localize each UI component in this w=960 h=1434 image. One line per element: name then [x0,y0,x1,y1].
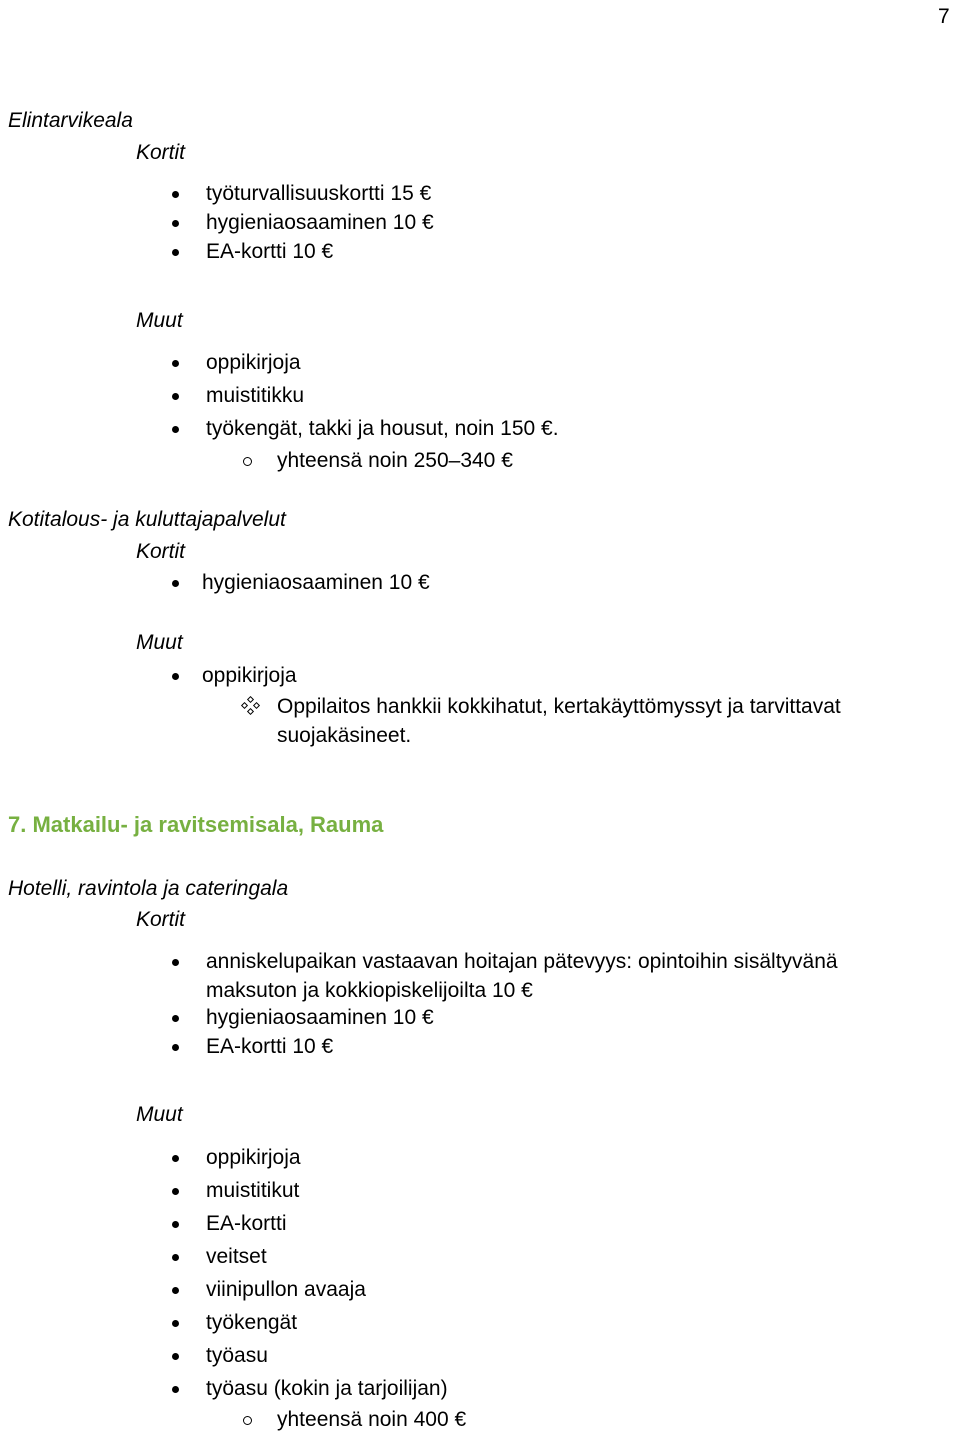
other-heading: Muut [136,631,183,654]
bullet-icon [172,1155,179,1162]
cards-heading: Kortit [136,908,186,931]
list-item: työkengät, takki ja housut, noin 150 €. [206,417,559,440]
section-title-elintarvikeala: Elintarvikeala [8,109,133,132]
bullet-icon [172,426,179,433]
bullet-icon [172,191,179,198]
bullet-icon [172,1287,179,1294]
list-item: EA-kortti 10 € [206,1035,334,1058]
cards-heading: Kortit [136,141,186,164]
list-item: veitset [206,1245,267,1268]
list-item: hygieniaosaaminen 10 € [206,1006,434,1029]
bullet-icon [172,1221,179,1228]
list-item: työasu (kokin ja tarjoilijan) [206,1377,448,1400]
bullet-icon [172,393,179,400]
list-item: EA-kortti [206,1212,287,1235]
bullet-icon [172,1044,179,1051]
total-line: yhteensä noin 400 € [277,1408,467,1431]
list-item: oppikirjoja [206,1146,301,1169]
list-item: työasu [206,1344,268,1367]
list-item: työturvallisuuskortti 15 € [206,182,432,205]
bullet-icon [172,249,179,256]
bullet-icon [172,1353,179,1360]
list-item: EA-kortti 10 € [206,240,334,263]
list-item: hygieniaosaaminen 10 € [206,211,434,234]
bullet-icon [172,1386,179,1393]
bullet-icon [172,673,179,680]
chapter-heading: 7. Matkailu- ja ravitsemisala, Rauma [8,812,384,837]
list-item: muistitikku [206,384,305,407]
list-item: hygieniaosaaminen 10 € [202,571,430,594]
list-item: muistitikut [206,1179,300,1202]
section-title-kotitalous: Kotitalous- ja kuluttajapalvelut [8,508,286,531]
bullet-icon [172,360,179,367]
cards-heading: Kortit [136,540,186,563]
list-item: työkengät [206,1311,298,1334]
section-title-hotelli: Hotelli, ravintola ja cateringala [8,877,289,900]
bullet-icon [172,1188,179,1195]
page-number: 7 [938,5,950,28]
sub-bullet-icon [243,1416,252,1425]
bullet-icon [172,220,179,227]
note-line: Oppilaitos hankkii kokkihatut, kertakäyttömyssyt ja tarvittavat [277,695,841,718]
sub-bullet-icon [243,457,252,466]
bullet-icon [172,959,179,966]
diamond-bullet-icon [242,697,260,715]
total-line: yhteensä noin 250–340 € [277,449,513,472]
bullet-icon [172,580,179,587]
list-item: anniskelupaikan vastaavan hoitajan pätevyys: opintoihin sisältyvänä [206,950,838,973]
bullet-icon [172,1254,179,1261]
other-heading: Muut [136,1103,183,1126]
list-item-continuation: maksuton ja kokkiopiskelijoilta 10 € [206,979,533,1002]
bullet-icon [172,1015,179,1022]
bullet-icon [172,1320,179,1327]
list-item: oppikirjoja [206,351,301,374]
other-heading: Muut [136,309,183,332]
list-item: oppikirjoja [202,664,297,687]
list-item: viinipullon avaaja [206,1278,366,1301]
note-line: suojakäsineet. [277,724,412,747]
